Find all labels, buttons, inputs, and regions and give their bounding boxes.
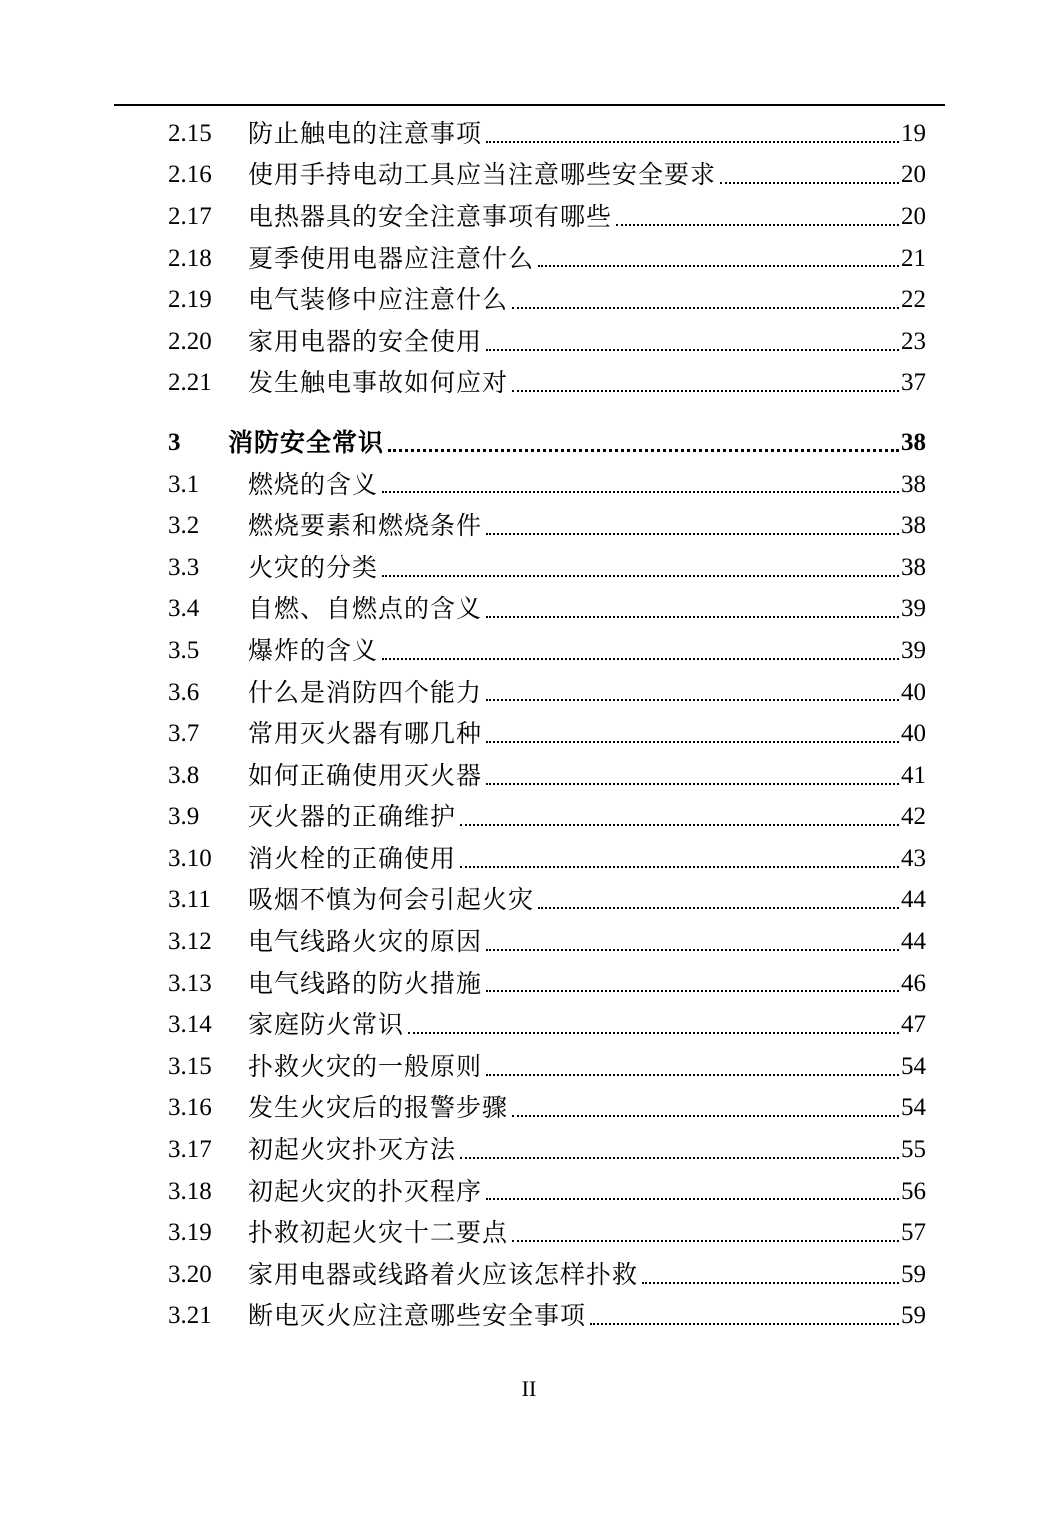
toc-entry-title: 初起火灾的扑灭程序 [248, 1176, 483, 1206]
toc-entry-title: 家庭防火常识 [248, 1010, 405, 1040]
toc-leader-dots [642, 1282, 899, 1284]
toc-entry-number: 3.12 [168, 928, 212, 956]
toc-entry-page: 40 [901, 678, 926, 706]
toc-entry-number: 3.8 [168, 761, 200, 789]
toc-leader-dots [382, 491, 899, 493]
toc-entry-number: 2.20 [168, 327, 212, 355]
toc-entry-number: 2.15 [168, 119, 212, 147]
toc-leader-dots [460, 1157, 899, 1159]
toc-entry-title: 家用电器或线路着火应该怎样扑救 [248, 1259, 639, 1289]
toc-entry[interactable] [168, 363, 926, 405]
toc-entry-title: 火灾的分类 [248, 552, 379, 582]
toc-entry-title: 吸烟不慎为何会引起火灾 [248, 885, 535, 915]
toc-leader-dots [486, 141, 899, 143]
toc-entry-title: 灭火器的正确维护 [248, 802, 457, 832]
toc-entry-page: 55 [901, 1136, 926, 1164]
toc-entry-title: 发生火灾后的报警步骤 [248, 1093, 509, 1123]
toc-entry-page: 44 [901, 886, 926, 914]
toc-entry-page: 42 [901, 803, 926, 831]
toc-entry-number: 3.6 [168, 678, 200, 706]
toc-entry-number: 3.15 [168, 1052, 212, 1080]
toc-entry[interactable] [168, 630, 926, 672]
toc-entry-title: 电气线路的防火措施 [248, 968, 483, 998]
toc-entry[interactable] [168, 113, 926, 155]
toc-entry-page: 41 [901, 761, 926, 789]
toc-entry-number: 3.16 [168, 1094, 212, 1122]
toc-leader-dots [590, 1323, 899, 1325]
toc-leader-dots [538, 265, 899, 267]
toc-entry[interactable] [168, 505, 926, 547]
toc-entry-page: 59 [901, 1302, 926, 1330]
toc-leader-dots [512, 1115, 899, 1117]
toc-entry[interactable] [168, 238, 926, 280]
toc-entry[interactable] [168, 1046, 926, 1088]
toc-leader-dots [486, 533, 899, 535]
toc-leader-dots [486, 990, 899, 992]
toc-entry-number: 3.21 [168, 1302, 212, 1330]
toc-entry-page: 22 [901, 286, 926, 314]
toc-leader-dots [512, 1240, 899, 1242]
toc-entry-title: 发生触电事故如何应对 [248, 368, 509, 398]
toc-entry-number: 3.7 [168, 720, 200, 748]
toc-entry[interactable] [168, 963, 926, 1005]
toc-entry[interactable] [168, 921, 926, 963]
toc-entry-title: 扑救初起火灾十二要点 [248, 1218, 509, 1248]
toc-entry-number: 2.16 [168, 161, 212, 189]
toc-leader-dots [538, 907, 899, 909]
toc-entry-page: 21 [901, 244, 926, 272]
toc-entry-number: 3.18 [168, 1177, 212, 1205]
toc-entry-number: 2.18 [168, 244, 212, 272]
toc-entry[interactable] [168, 1296, 926, 1338]
toc-entry[interactable] [168, 279, 926, 321]
toc-leader-dots [486, 699, 899, 701]
toc-entry-page: 19 [901, 119, 926, 147]
toc-entry-number: 3.1 [168, 470, 200, 498]
toc-entry-number: 2.19 [168, 286, 212, 314]
toc-leader-dots [382, 658, 899, 660]
toc-entry-title: 防止触电的注意事项 [248, 118, 483, 148]
toc-entry[interactable] [168, 589, 926, 631]
toc-entry[interactable] [168, 672, 926, 714]
toc-entry-page: 46 [901, 969, 926, 997]
toc-entry-page: 38 [901, 512, 926, 540]
toc-entry-page: 38 [901, 553, 926, 581]
toc-entry-title: 常用灭火器有哪几种 [248, 719, 483, 749]
toc-section-page: 38 [901, 428, 926, 456]
toc-entry-title: 如何正确使用灭火器 [248, 760, 483, 790]
table-of-contents [168, 113, 926, 1337]
toc-entry-page: 39 [901, 636, 926, 664]
toc-entry-title: 爆炸的含义 [248, 635, 379, 665]
toc-entry-title: 电热器具的安全注意事项有哪些 [248, 201, 613, 231]
toc-entry[interactable] [168, 464, 926, 506]
toc-entry-number: 3.5 [168, 636, 200, 664]
toc-leader-dots [512, 390, 899, 392]
toc-entry-page: 54 [901, 1094, 926, 1122]
toc-entry[interactable] [168, 155, 926, 197]
toc-entry-number: 2.17 [168, 202, 212, 230]
toc-entry-title: 夏季使用电器应注意什么 [248, 243, 535, 273]
toc-entry-page: 54 [901, 1052, 926, 1080]
toc-entry[interactable] [168, 196, 926, 238]
toc-leader-dots [382, 575, 899, 577]
toc-entry[interactable] [168, 1254, 926, 1296]
toc-entry-number: 3.3 [168, 553, 200, 581]
toc-entry-page: 38 [901, 470, 926, 498]
toc-entry-title: 消火栓的正确使用 [248, 843, 457, 873]
toc-entry[interactable] [168, 321, 926, 363]
header-rule [114, 104, 945, 106]
toc-leader-dots [486, 1198, 899, 1200]
toc-entry-page: 20 [901, 202, 926, 230]
toc-section-title: 消防安全常识 [228, 427, 385, 457]
toc-entry-title: 扑救火灾的一般原则 [248, 1051, 483, 1081]
toc-entry[interactable] [168, 713, 926, 755]
toc-leader-dots [460, 866, 899, 868]
toc-entry[interactable] [168, 797, 926, 839]
toc-entry-page: 40 [901, 720, 926, 748]
toc-entry-number: 3.13 [168, 969, 212, 997]
toc-leader-dots [486, 783, 899, 785]
toc-entry-page: 20 [901, 161, 926, 189]
toc-entry-number: 3.9 [168, 803, 200, 831]
toc-entry-number: 3.10 [168, 844, 212, 872]
toc-leader-dots [486, 616, 899, 618]
toc-leader-dots [388, 449, 899, 452]
toc-leader-dots [486, 741, 899, 743]
toc-entry-number: 3.2 [168, 512, 200, 540]
toc-entry-page: 57 [901, 1219, 926, 1247]
toc-leader-dots [486, 349, 899, 351]
toc-entry[interactable] [168, 1004, 926, 1046]
toc-group-3 [168, 464, 926, 1337]
toc-entry-page: 47 [901, 1011, 926, 1039]
toc-entry-title: 断电灭火应注意哪些安全事项 [248, 1301, 587, 1331]
toc-leader-dots [486, 1074, 899, 1076]
toc-entry[interactable] [168, 755, 926, 797]
toc-entry-title: 初起火灾扑灭方法 [248, 1135, 457, 1165]
toc-entry-page: 56 [901, 1177, 926, 1205]
toc-entry-number: 3.20 [168, 1260, 212, 1288]
toc-entry-title: 电气装修中应注意什么 [248, 285, 509, 315]
toc-entry-number: 3.19 [168, 1219, 212, 1247]
toc-leader-dots [408, 1032, 899, 1034]
toc-entry-number: 3.17 [168, 1136, 212, 1164]
toc-group-2 [168, 113, 926, 404]
toc-section-number: 3 [168, 428, 181, 456]
toc-entry-number: 3.14 [168, 1011, 212, 1039]
toc-entry-page: 44 [901, 928, 926, 956]
toc-entry[interactable] [168, 1212, 926, 1254]
toc-entry-title: 使用手持电动工具应当注意哪些安全要求 [248, 160, 717, 190]
toc-entry-number: 3.11 [168, 886, 211, 914]
toc-leader-dots [616, 224, 899, 226]
toc-leader-dots [486, 949, 899, 951]
toc-entry-number: 3.4 [168, 595, 200, 623]
toc-entry[interactable] [168, 1129, 926, 1171]
toc-entry-page: 23 [901, 327, 926, 355]
toc-entry-page: 39 [901, 595, 926, 623]
toc-entry-title: 家用电器的安全使用 [248, 326, 483, 356]
toc-entry[interactable] [168, 880, 926, 922]
toc-entry-page: 43 [901, 844, 926, 872]
toc-entry[interactable] [168, 547, 926, 589]
toc-entry-title: 什么是消防四个能力 [248, 677, 483, 707]
toc-entry-title: 自燃、自燃点的含义 [248, 594, 483, 624]
toc-entry[interactable] [168, 838, 926, 880]
toc-entry-page: 37 [901, 369, 926, 397]
toc-entry-number: 2.21 [168, 369, 212, 397]
toc-entry-page: 59 [901, 1260, 926, 1288]
toc-entry-title: 燃烧要素和燃烧条件 [248, 511, 483, 541]
toc-entry-title: 燃烧的含义 [248, 469, 379, 499]
toc-entry[interactable] [168, 1088, 926, 1130]
toc-leader-dots [720, 182, 899, 184]
toc-leader-dots [512, 307, 899, 309]
toc-entry[interactable] [168, 1171, 926, 1213]
toc-entry-title: 电气线路火灾的原因 [248, 927, 483, 957]
page-number: II [521, 1376, 537, 1401]
toc-leader-dots [460, 824, 899, 826]
toc-section-heading[interactable] [168, 422, 926, 464]
